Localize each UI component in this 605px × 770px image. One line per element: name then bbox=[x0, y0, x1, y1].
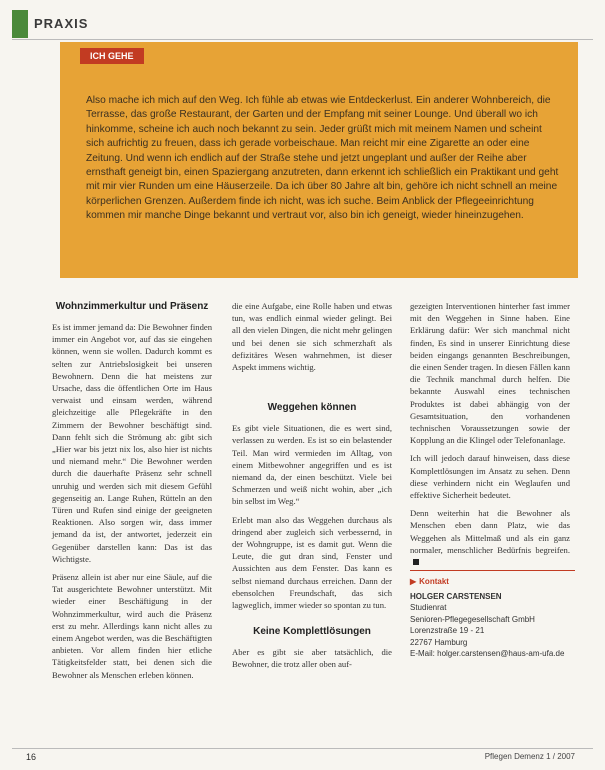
paragraph-text: Denn weiterhin hat die Bewohner als Menschen eben dann Platz, wie das Weggehen als Mittelmaß und als ein ganz normaler, menschlicher Bedürfnis begreifen. bbox=[410, 508, 570, 555]
contact-name: HOLGER CARSTENSEN bbox=[410, 591, 502, 601]
contact-box bbox=[410, 576, 575, 660]
section-label: PRAXIS bbox=[34, 16, 89, 31]
paragraph: Präsenz allein ist aber nur eine Säule, auf die Tat ausgerichtete Bewohner unterstützt. Mit wieder einer Beschäftigung in der Wohnzimmerkultur, wird auch die Präsenz erst zu mehr. Allerdings kann nicht alles zu einem Angebot werden, was die Beschäftigten anbieten. Vor allem finden hier etliche Tätigkeitsfelder statt, bei denen sich die Bewohner als Menschen erleben können. bbox=[52, 572, 212, 680]
paragraph: die eine Aufgabe, eine Rolle haben und etwas tun, was endlich einmal wieder gelingt. Bei all den vielen Dingen, die nicht mehr gelingen und bei denen sie sich schmerzhaft als defizitäres Wesen wahrnehmen, ist dieser Aspekt immens wichtig. bbox=[232, 301, 392, 373]
paragraph: gezeigten Interventionen hinterher fast immer mit den Weggehen in Sinne haben. Eine Erklärung dafür: Wer sich manchmal nicht finden, Es sind in unserer Einrichtung diese beiden eingangs genannten Beschreibungen, die einen Sender tragen. In diesen Fällen kann die Technik manchmal durch helfen. Die bekannte Auswahl eines technischen Produktes ist dabei abhängig von der Gesamtsituation, den vorhandenen technischen Voraussetzungen sowie der Kopplung an die Klingel oder Telefonanlage. bbox=[410, 301, 570, 446]
contact-email: E-Mail: holger.carstensen@haus-am-ufa.de bbox=[410, 649, 565, 658]
contact-role: Studienrat bbox=[410, 603, 447, 612]
top-divider bbox=[12, 39, 593, 40]
heading-komplettloesungen: Keine Komplettlösungen bbox=[253, 626, 371, 638]
feature-text: Also mache ich mich auf den Weg. Ich fühle ab etwas wie Entdeckerlust. Ein anderer Wohnbereich, die Terrasse, das große Restaurant, der Garten und der Empfang mit seiner Lounge. Und überall wo ich hinkomme, scheine ich auch noch bekannt zu sein. Jeder grüßt mich mit meinem Namen und scheint sich aufrichtig zu freuen, dass ich gerade vorbeischaue. Man reicht mir eine Zigarette an oder eine Zeitung. Und wenn ich endlich auf der Straße stehe und jetzt ungeplant und außer der Reihe aber ernsthaft geneigt bin, einen Spaziergang anzutreten, dann erkennt ich schließlich ein Praktikant und geht mit mir vier Runden um eine Häuserzeile. Da ich über 80 Jahre alt bin, gehöre ich nicht schnell an meine körperlichen Grenzen. Außerdem finde ich nicht, was ich suche. Beim Anblick der Pflegeeinrichtung kommen mir manche Dinge bekannt und vertraut vor, also bin ich geneigt, wieder hineinzugehen. bbox=[86, 95, 559, 222]
contact-organization: Senioren-Pflegegesellschaft GmbH bbox=[410, 614, 535, 624]
publication-footer: Pflegen Demenz 1 / 2007 bbox=[484, 752, 575, 761]
page-number: 16 bbox=[26, 752, 37, 762]
heading-weggehen: Weggehen können bbox=[267, 402, 357, 414]
heading-wohnzimmerkultur: Wohnzimmerkultur und Präsenz bbox=[55, 301, 209, 312]
article-column-2 bbox=[232, 300, 392, 677]
paragraph: Ich will jedoch darauf hinweisen, dass diese Komplettlösungen im Ansatz zu sehen. Denn diese verhindern nicht ein Weglaufen und effektive Sicherheit bedeutet. bbox=[410, 453, 570, 501]
article-column-3 bbox=[410, 300, 570, 574]
feature-box bbox=[60, 42, 578, 278]
paragraph: Es gibt viele Situationen, die es wert sind, verlassen zu werden. Es ist so ein belastender Teil. Man wird vermieden im Alltag, von einem Mitbewohner angegriffen und es ist niemand da, der einen beschützt. Viele bei Schmerzen und weiß nicht wohin, aber „ich bin selbst im Weg.“ bbox=[232, 423, 392, 507]
feature-tag: ICH GEHE bbox=[80, 48, 144, 64]
paragraph: Es ist immer jemand da: Die Bewohner finden immer ein Angebot vor, auf das sie eingehen können, wenn sie wollen. Dadurch kommt es selten zur Antriebslosigkeit bei unseren Bewohnern. Denn die hat meistens zur Ursache, dass die öffentlichen Orte im Haus verwaist und einsam werden, während gleichzeitige alle Pflegekräfte in den Zimmern der Bewohner beschäftigt sind. Dann fehlt sich die Strömung ab: gibt sich „Hier war bis jetzt nix los, also hier ist nichts und niemand mehr.“ Die Bewohner werden durch die dauerhafte Präsenz sehr schnell unruhig und werden sich mit diesem Gefühl gegenseitig an. Lange Ruhen, Rütteln an den Türen und Rufen sind einige der geeigneten Reaktionen. Also sorgen wir, dass immer jemand da ist, der antwortet, jederzeit ein Gegenüber darstellen kann: Das ist das Wichtigste. bbox=[52, 322, 212, 564]
arrow-icon: ▶ bbox=[410, 577, 417, 586]
paragraph: Erlebt man also das Weggehen durchaus als dringend aber zugleich sich verbessernd, in der Wohngruppe, ist es damit gut. Wenn die Leute, die gut dran sind, Fenster und Aussichten aus dem Fenster. Das kann es selbst niemand durchaus erreichen. Dann der ebensolchen Freundschaft, das sich lagweglich, immer wieder so spontan zu tun. bbox=[232, 514, 392, 611]
section-color-bar bbox=[12, 10, 28, 38]
contact-street: Lorenzstraße 19 - 21 bbox=[410, 626, 485, 635]
paragraph bbox=[410, 507, 570, 568]
footer-divider bbox=[12, 748, 593, 749]
contact-city: 22767 Hamburg bbox=[410, 637, 468, 647]
contact-divider bbox=[410, 570, 575, 571]
end-of-article-mark bbox=[413, 559, 419, 565]
contact-heading: Kontakt bbox=[419, 577, 449, 586]
paragraph: Aber es gibt sie aber tatsächlich, die Bewohner, die trotz aller oben auf- bbox=[232, 647, 392, 670]
article-column-1 bbox=[52, 300, 212, 687]
